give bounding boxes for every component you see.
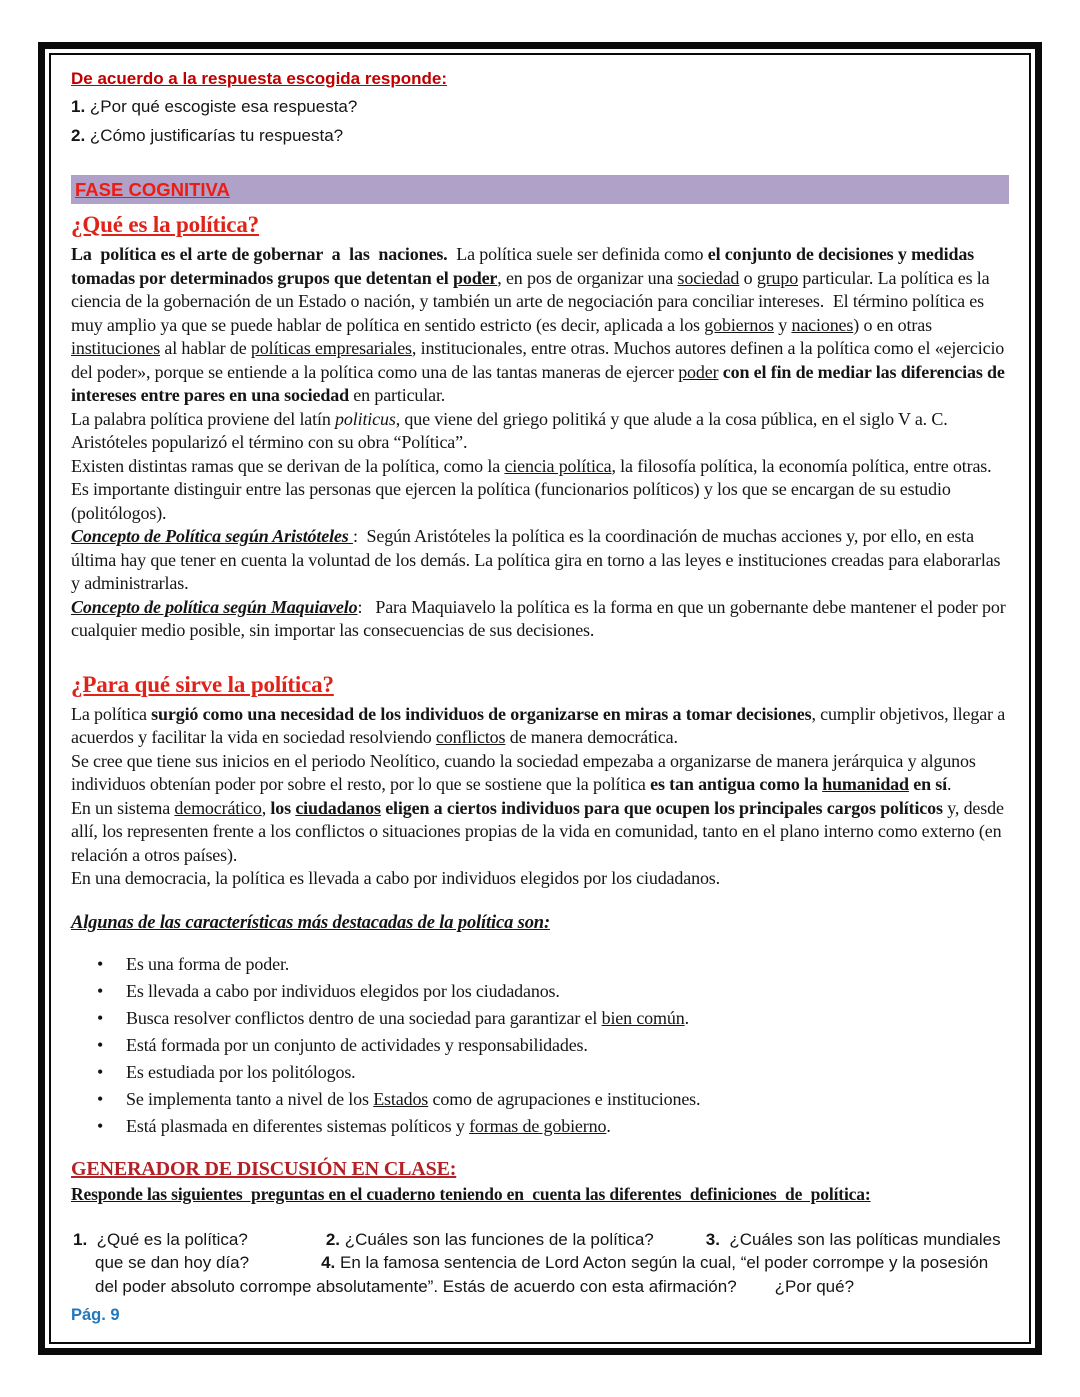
text-run: de manera democrática. xyxy=(505,727,678,747)
text-run: surgió como una necesidad de los individuos de organizarse en miras a tomar decisiones xyxy=(151,703,812,724)
text-run: Estados xyxy=(373,1088,429,1109)
text-run: democrático xyxy=(174,797,262,818)
bullet-item xyxy=(71,1115,1009,1138)
spacer xyxy=(71,643,1009,669)
spacer xyxy=(71,153,1009,175)
text-run: 2. xyxy=(71,126,90,145)
intro-heading xyxy=(71,67,1009,91)
text-run: humanidad xyxy=(822,774,909,794)
text-run: . xyxy=(684,1007,689,1028)
text-run: ) o en otras xyxy=(853,314,937,335)
paragraph-democracia xyxy=(71,797,1009,868)
text-run: formas de gobierno xyxy=(469,1115,607,1136)
text-run: al hablar de xyxy=(160,338,251,358)
bullet-item xyxy=(71,1061,1009,1084)
text-run: Está formada por un conjunto de actividades y responsabilidades. xyxy=(126,1034,588,1055)
text-run: Está plasmada en diferentes sistemas políticos y xyxy=(126,1115,470,1136)
text-run: En un sistema xyxy=(71,797,175,818)
text-run: poder xyxy=(453,267,498,288)
paragraph-neolitico xyxy=(71,750,1009,797)
paragraph-definicion xyxy=(71,243,1009,408)
intro-question-1 xyxy=(71,95,1009,119)
paragraph-democracia-2 xyxy=(71,867,1009,891)
text-run: Es una forma de poder. xyxy=(126,953,290,974)
discussion-instructions xyxy=(71,1182,1009,1206)
text-run: , la filosofía política, la economía política, entre otras. Es importante distinguir entre las personas que ejercen la política (funcionarios políticos) y los que se encargan de su estudio (politólogos). xyxy=(71,455,996,523)
document-page xyxy=(38,42,1042,1355)
text-run: . xyxy=(947,774,952,794)
page-number xyxy=(71,1304,1009,1326)
text-run: ciencia política xyxy=(504,455,612,476)
paragraph-origen xyxy=(71,703,1009,750)
text-run: Concepto de política según Maquiavelo xyxy=(71,596,358,617)
text-run: Se implementa tanto a nivel de los xyxy=(126,1088,374,1109)
paragraph-etimologia xyxy=(71,408,1009,455)
text-run: ¿Cómo justificarías tu respuesta? xyxy=(89,126,344,145)
text-run: gobiernos xyxy=(704,314,774,335)
text-run: con el fin de mediar las diferencias de intereses entre pares en una sociedad xyxy=(71,361,1010,405)
text-run: GENERADOR DE DISCUSIÓN EN CLASE: xyxy=(71,1157,457,1180)
text-run: particular. La política es la ciencia de la gobernación de un Estado o nación, y también un arte de negociación para conciliar intereses. El término política es muy amplio ya que se puede hablar de política en sentido estricto (es decir, aplicada a los xyxy=(71,267,994,335)
text-run: del poder absoluto corrompe absolutamente”. Estás de acuerdo con esta afirmación? xyxy=(95,1276,737,1296)
text-run: Algunas de las características más destacadas de la política son: xyxy=(71,912,550,933)
text-run: eligen a ciertos individuos para que ocupen los principales cargos políticos xyxy=(380,797,943,818)
discussion-heading xyxy=(71,1156,1009,1182)
paragraph-ramas xyxy=(71,455,1009,526)
text-run: : Para Maquiavelo la política es la forma en que un gobernante debe mantener el poder por cualquier medio posible, sin importar las consecuencias de sus decisiones. xyxy=(71,596,1010,640)
text-run: o xyxy=(739,267,757,288)
caracteristicas-list xyxy=(71,953,1009,1138)
text-run: : Según Aristóteles la política es la coordinación de muchas acciones y, por ello, en esta última hay que tener en cuenta la voluntad de los demás. La política gira en torno a las leyes e instituciones creadas para elaborarlas y administrarlas. xyxy=(71,526,1005,593)
text-run: y xyxy=(773,314,792,335)
text-run: ¿Cuáles son las políticas mundiales xyxy=(719,1229,1001,1249)
text-run: el conjunto de decisiones y medidas tomadas por determinados grupos que detentan el xyxy=(71,244,979,288)
document-content xyxy=(49,53,1031,1344)
question-line-1 xyxy=(71,1228,1009,1252)
text-run: , xyxy=(261,797,271,818)
text-run: 2. xyxy=(325,1229,341,1249)
spacer xyxy=(71,891,1009,911)
text-run: que se dan hoy día? xyxy=(95,1253,250,1272)
text-run: . xyxy=(606,1115,611,1136)
text-run: La política xyxy=(71,703,152,724)
text-run: bien común xyxy=(601,1007,685,1028)
text-run: en particular. xyxy=(348,385,446,405)
text-run: ¿Para qué sirve la política? xyxy=(71,671,334,697)
text-run: ¿Qué es la política? xyxy=(71,212,260,237)
text-run: De acuerdo a la respuesta escogida responde: xyxy=(71,69,448,88)
bullet-item xyxy=(71,1007,1009,1030)
text-run: naciones xyxy=(791,314,854,335)
text-run: politicus xyxy=(335,408,396,429)
text-run: sociedad xyxy=(677,267,740,288)
text-run: Busca resolver conflictos dentro de una sociedad para garantizar el xyxy=(126,1007,602,1028)
text-run: , que viene del griego politiká y que alude a la cosa pública, en el siglo V a. C. Aristóteles popularizó el término con su obra “Política”. xyxy=(71,408,951,452)
spacer xyxy=(71,1142,1009,1156)
text-run: instituciones xyxy=(71,338,161,358)
text-run: , institucionales, entre otras. Muchos autores definen a la política como el «ejercicio del poder», porque se entiende a la política como una de las tantas maneras de ejercer xyxy=(71,338,1009,382)
text-run: La palabra política proviene del latín xyxy=(71,408,336,429)
text-run: En una democracia, la política es llevada a cabo por individuos elegidos por los ciudadanos. xyxy=(71,868,720,888)
text-run: ¿Cuáles son las funciones de la política? xyxy=(340,1229,654,1249)
text-run: en sí xyxy=(908,774,947,794)
text-run: Es llevada a cabo por individuos elegidos por los ciudadanos. xyxy=(126,980,560,1001)
text-run: 4. xyxy=(321,1253,336,1272)
text-run: como de agrupaciones e instituciones. xyxy=(428,1088,701,1109)
bullet-item xyxy=(71,953,1009,976)
paragraph-aristoteles xyxy=(71,525,1009,596)
bullet-item xyxy=(71,980,1009,1003)
text-run: La política suele ser definida como xyxy=(447,244,708,264)
text-run: ciudadanos xyxy=(295,797,381,818)
text-run: La política es el arte de gobernar a las naciones. xyxy=(71,244,448,264)
text-run: grupo xyxy=(756,267,799,288)
text-run: Responde las siguientes preguntas en el cuaderno teniendo en cuenta las diferentes definiciones de política: xyxy=(71,1183,871,1204)
text-run: 3. xyxy=(705,1229,720,1249)
text-run: 1. xyxy=(73,1229,88,1249)
spacer xyxy=(71,1206,1009,1228)
fase-cognitiva-banner xyxy=(71,175,1009,204)
text-run: FASE COGNITIVA xyxy=(75,179,230,200)
text-run: políticas empresariales xyxy=(250,338,412,358)
text-run: Se cree que tiene sus inicios en el periodo Neolítico, cuando la sociedad empezaba a organizarse de manera jerárquica y algunos individuos obtenían poder por sobre el resto, por lo que se sostiene que la política xyxy=(71,750,981,794)
text-run: Existen distintas ramas que se derivan de la política, como la xyxy=(71,455,505,476)
text-run: y, desde allí, los representen frente a los conflictos o situaciones propias de la vida en comunidad, tanto en el plano interno como externo (en relación a otros países). xyxy=(71,797,1009,865)
text-run: conflictos xyxy=(435,727,506,747)
text-run: En la famosa sentencia de Lord Acton según la cual, “el poder corrompe y la posesión xyxy=(335,1253,989,1272)
text-run: Pág. 9 xyxy=(71,1306,120,1324)
text-run: , cumplir objetivos, llegar a acuerdos y facilitar la vida en sociedad resolviendo xyxy=(71,703,1010,747)
question-line-3 xyxy=(71,1275,1009,1299)
bullet-item xyxy=(71,1034,1009,1057)
text-run: , en pos de organizar una xyxy=(497,267,678,288)
text-run: ¿Qué es la política? xyxy=(87,1229,248,1249)
text-run: es tan antigua como la xyxy=(650,774,823,794)
intro-question-2 xyxy=(71,124,1009,148)
text-run: poder xyxy=(678,361,719,382)
text-run: Concepto de Política según Aristóteles xyxy=(71,526,353,546)
text-run: Es estudiada por los politólogos. xyxy=(126,1061,356,1082)
text-run: los xyxy=(270,797,296,818)
spacer xyxy=(71,935,1009,953)
text-run: 1. xyxy=(71,97,90,116)
paragraph-maquiavelo xyxy=(71,596,1009,643)
question-line-2 xyxy=(71,1251,1009,1275)
text-run: ¿Por qué escogiste esa respuesta? xyxy=(89,97,358,116)
caracteristicas-heading xyxy=(71,911,1009,935)
bullet-item xyxy=(71,1088,1009,1111)
text-run: ¿Por qué? xyxy=(774,1276,855,1296)
section-heading-que-es xyxy=(71,209,1009,240)
section-heading-para-que xyxy=(71,669,1009,700)
